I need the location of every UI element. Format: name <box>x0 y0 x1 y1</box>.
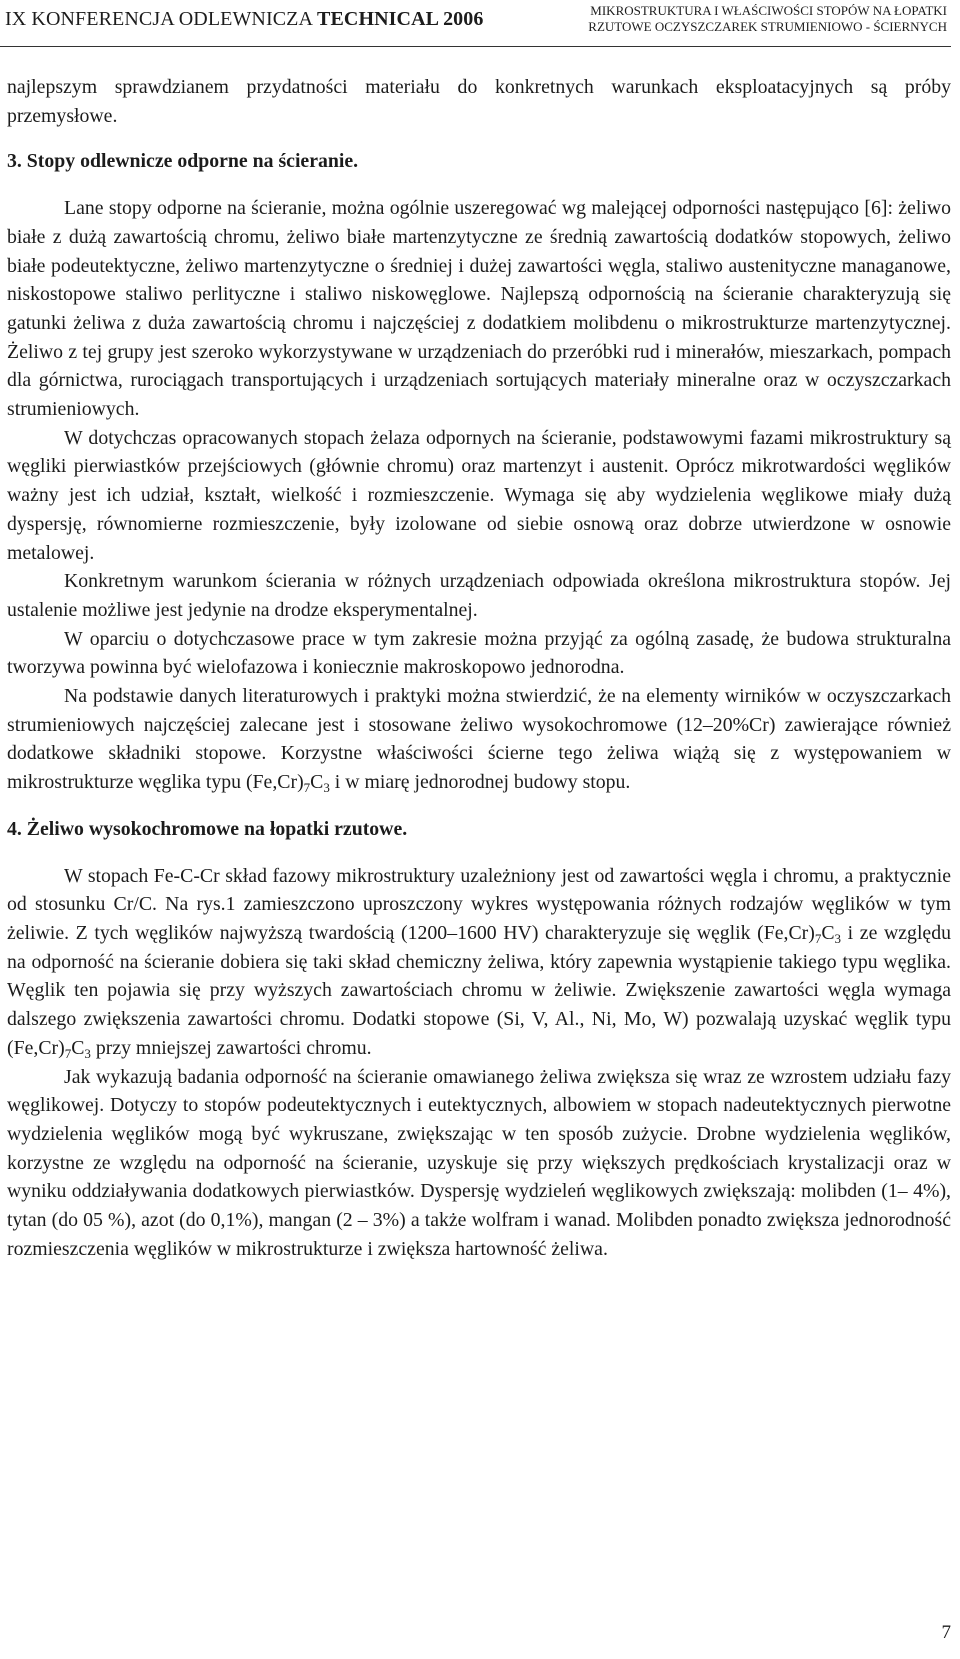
page-number: 7 <box>941 1622 951 1643</box>
conference-name: IX KONFERENCJA ODLEWNICZA <box>5 8 318 30</box>
running-title-line-2: RZUTOWE OCZYSZCZAREK STRUMIENIOWO - ŚCIERNYCH <box>588 19 947 34</box>
running-title-line-1: MIKROSTRUKTURA I WŁAŚCIWOŚCI STOPÓW NA ŁOPATKI <box>590 3 947 18</box>
section-3-paragraph-3: Konkretnym warunkom ścierania w różnych urządzeniach odpowiada określona mikrostruktura stopów. Jej ustalenie możliwe jest jedynie na drodze eksperymentalnej. <box>7 570 951 621</box>
section-4-paragraph-2: Jak wykazują badania odporność na ścieranie omawianego żeliwa zwiększa się wraz ze wzrostem udziału fazy węglikowej. Dotyczy to stopów podeutektycznych i eutektycznych, albowiem w stopach nadeutektycznych pierwotne wydzielenia węglików mogą być wykruszane, zwiększając w ten sposób zużycie. Drobne wydzielenia węglików, korzystne ze względu na odporność na ścieranie, uzyskuje się przy większych prędkościach krystalizacji oraz w wyniku oddziaływania dodatkowych pierwiastków. Dyspersję wydzieleń węglikowych zwiększają: molibden (1– 4%), tytan (do 05 %), azot (do 0,1%), mangan (2 – 3%) a także wolfram i wanad. Molibden ponadto zwiększa jednorodność rozmieszczenia węglików w mikrostrukturze i zwiększa hartowność żeliwa. <box>7 1065 951 1260</box>
article-body <box>7 73 951 1263</box>
section-3-paragraph-5: Na podstawie danych literaturowych i praktyki można stwierdzić, że na elementy wirników w oczyszczarkach strumieniowych najczęściej zalecane jest i stosowane żeliwo wysokochromowe (12–20%Cr) zawierające również dodatkowe składniki stopowe. Korzystne właściwości ścierne tego żeliwa wiążą się z występowaniem w mikrostrukturze węglika typu $(Fe,Cr)_7C_3$ i w miarę jednorodnej budowy stopu. <box>7 685 951 796</box>
section-3-paragraph-2: W dotychczas opracowanych stopach żelaza odpornych na ścieranie, podstawowymi fazami mikrostruktury są węgliki pierwiastków przejściowych (głównie chromu) oraz martenzyt i austenit. Oprócz mikrotwardości węglików ważny jest ich udział, kształt, wielkość i rozmieszczenie. Wymaga się aby wydzielenia węglikowe miały dużą dyspersję, równomierne rozmieszczenie, były izolowane od siebie osnową oraz dobrze utwierdzone w osnowie metalowej. <box>7 426 951 564</box>
section-3-paragraph-4: W oparciu o dotychczasowe prace w tym zakresie można przyjąć za ogólną zasadę, że budowa strukturalna tworzywa powinna być wielofazowa i koniecznie makroskopowo jednorodna. <box>7 627 951 679</box>
page-header <box>0 0 951 47</box>
paper-running-title <box>588 3 947 35</box>
intro-paragraph: najlepszym sprawdzianem przydatności materiału do konkretnych warunkach eksploatacyjnych są próby przemysłowe. <box>7 76 951 127</box>
section-4-heading: 4. Żeliwo wysokochromowe na łopatki rzutowe. <box>7 817 408 840</box>
section-4-paragraph-1: W stopach Fe-C-Cr skład fazowy mikrostruktury uzależniony jest od zawartości węgla i chromu, a praktycznie od stosunku Cr/C. Na rys.1 zamieszczono uproszczony wykres występowania różnych rodzajów węglików w tym żeliwie. Z tych węglików najwyższą twardością (1200–1600 HV) charakteryzuje się węglik $(Fe,Cr)_7C_3$ i ze względu na odporność na ścieranie dobiera się taki skład chemiczny żeliwa, który zapewnia wystąpienie takiego typu węglika. Węglik ten pojawia się przy wyższych zawartościach chromu w żeliwie. Zwiększenie zawartości węgla wymaga dalszego zwiększenia zawartości chromu. Dodatki stopowe (Si, V, Al., Ni, Mo, W) pozwalają uzyskać węglik typu $(Fe,Cr)_7C_3$ przy mniejszej zawartości chromu. <box>7 864 951 1061</box>
conference-title <box>5 8 483 31</box>
section-3-heading: 3. Stopy odlewnicze odporne na ścieranie. <box>7 150 359 173</box>
conference-edition: TECHNICAL 2006 <box>317 8 484 30</box>
section-3-paragraph-1: Lane stopy odporne na ścieranie, można ogólnie uszeregować wg malejącej odporności następująco [6]: żeliwo białe z dużą zawartością chromu, żeliwo białe martenzytyczne ze średnią zawartością dodatków stopowych, żeliwo białe podeutektyczne, żeliwo martenzytyczne o średniej i dużej zawartości węgla, staliwo austenityczne managanowe, niskostopowe staliwo perlityczne i staliwo niskowęglowe. Najlepszą odpornością na ścieranie charakteryzują się gatunki żeliwa z duża zawartością chromu i najczęściej z dodatkiem molibdenu o mikrostrukturze martenzytycznej. Żeliwo z tej grupy jest szeroko wykorzystywane w urządzeniach do przeróbki rud i minerałów, mieszarkach, pompach dla górnictwa, rurociągach transportujących i urządzeniach sortujących materiały mineralne oraz w oczyszczarkach strumieniowych. <box>7 197 951 421</box>
